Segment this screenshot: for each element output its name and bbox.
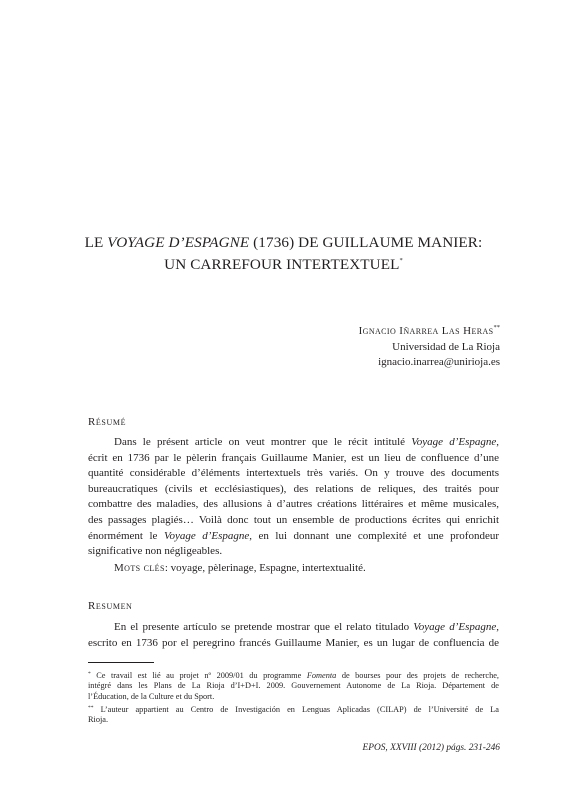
- resumen-heading: Resumen: [88, 600, 133, 612]
- abstract-line: énormément le Voyage d’Espagne, en lui donnant une complexité et une profondeur: [88, 529, 500, 542]
- resume-heading: Résumé: [88, 416, 127, 428]
- abstract-line: des passages plagiés… Voilà donc tout un ensemble de productions écrites qui enrichit: [88, 513, 499, 526]
- footnote-line: l’Éducation, de la Culture et du Sport.: [88, 692, 215, 702]
- abstract-line: escrito en 1736 por el peregrino francés Guillaume Manier, es un lugar de confluencia de: [88, 636, 499, 649]
- abstract-line: combattre des maladies, des allusions à d’autres créations littéraires et même musicales,: [88, 498, 499, 511]
- author-footnote-marker[interactable]: **: [493, 324, 500, 331]
- running-footer: EPOS, XXVIII (2012) págs. 231-246: [362, 743, 500, 753]
- italic-title: Voyage d’Espagne: [163, 529, 250, 542]
- author-affiliation: Universidad de La Rioja: [392, 340, 500, 353]
- keywords: [114, 562, 366, 574]
- footnote-1: [88, 669, 499, 703]
- author-block: [359, 320, 500, 371]
- abstract-line: En el presente artículo se pretende mostrar que el relato titulado Voyage d’Espagne,: [114, 621, 500, 633]
- title-line-1: LE VOYAGE D’ESPAGNE (1736) DE GUILLAUME MANIER:: [84, 234, 483, 251]
- keywords-text: : voyage, pèlerinage, Espagne, intertextualité.: [164, 562, 366, 574]
- article-title: [60, 234, 507, 274]
- footnote-2: [88, 703, 499, 725]
- footnote-line: intégré dans les Plans de La Rioja d’I+D+I. 2009. Gouvernement Autonome de La Rioja. Département de: [88, 681, 499, 691]
- footnote-line: * Ce travail est lié au projet nº 2009/01 du programme Fomenta de bourses pour des projets de recherche,: [88, 671, 500, 680]
- author-email[interactable]: ignacio.inarrea@unirioja.es: [378, 356, 500, 368]
- keywords-label: Mots clés: [114, 562, 165, 574]
- abstract-line: écrit en 1736 par le pèlerin français Guillaume Manier, est un lieu de confluence d’une: [88, 451, 499, 464]
- footnote-marker: *: [88, 671, 91, 677]
- footnote-rule: [88, 662, 154, 663]
- resumen-abstract: [88, 620, 499, 651]
- abstract-line: quantité considérable d’éléments intertextuels très variés. On y trouve des documents: [88, 467, 499, 480]
- footnote-marker: **: [88, 705, 94, 711]
- abstract-line: Dans le présent article on veut montrer que le récit intitulé Voyage d’Espagne,: [114, 436, 500, 448]
- abstract-line: bureaucratiques (civils et ecclésiastiques), des relations de reliques, des traités pour: [88, 482, 499, 495]
- author-name: Ignacio Iñarrea Las Heras**: [358, 324, 500, 337]
- abstract-line: significative non négligeables.: [88, 545, 223, 558]
- italic-title: Voyage d’Espagne: [413, 621, 497, 633]
- italic-title: Fomenta: [306, 671, 337, 680]
- title-line-2: UN CARREFOUR INTERTEXTUEL*: [164, 256, 403, 273]
- resume-abstract: [88, 435, 499, 560]
- title-footnote-marker[interactable]: *: [399, 257, 403, 264]
- footnote-line: ** L’auteur appartient au Centro de Investigación en Lenguas Aplicadas (CILAP) de l’Université de La: [88, 705, 499, 714]
- italic-title: Voyage d’Espagne: [411, 436, 497, 448]
- footnote-line: Rioja.: [88, 715, 109, 725]
